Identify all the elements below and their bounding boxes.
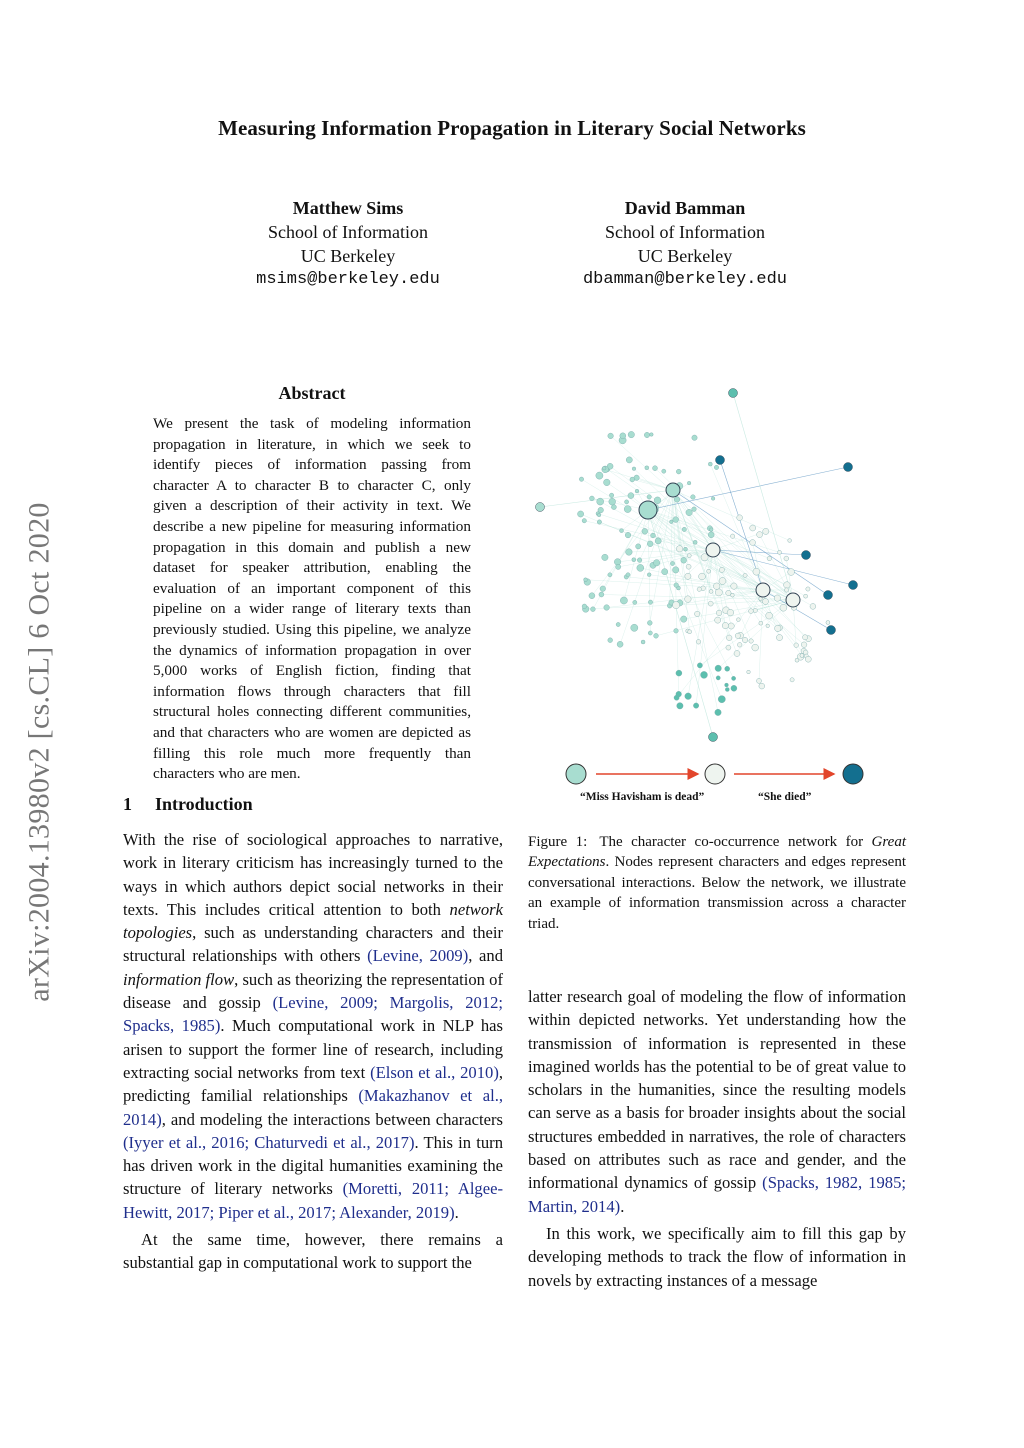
network-node [750, 540, 756, 546]
network-node [636, 544, 641, 549]
network-node [759, 683, 765, 689]
network-node [648, 631, 652, 635]
emphasis: network topologies [123, 899, 503, 943]
network-node [699, 573, 706, 580]
network-node [687, 554, 691, 558]
author-block-2 [535, 196, 835, 292]
emphasis: information flow [123, 969, 235, 989]
network-node [686, 509, 692, 515]
network-node [620, 529, 624, 533]
network-node [685, 573, 691, 579]
network-node [674, 629, 679, 634]
figure-label: Figure 1: [528, 834, 588, 850]
network-node [651, 533, 656, 538]
triad-message-label-1: “Miss Havisham is dead” [580, 791, 705, 803]
network-node [701, 554, 708, 561]
text-run: . [454, 1202, 459, 1222]
network-node [688, 630, 692, 634]
network-node [681, 557, 687, 563]
network-node [654, 633, 659, 638]
triad-node-b [705, 764, 725, 784]
network-node [670, 520, 674, 524]
intro-paragraph-1 [123, 828, 503, 1224]
network-node [800, 654, 804, 658]
network-node [725, 683, 729, 687]
text-run: , and [468, 946, 503, 966]
text-run: . Much computational work in NLP has arisen to support the former line of research, including extracting social networks from text [123, 1016, 503, 1082]
citation-link[interactable]: (Iyyer et al., 2016; Chaturvedi et al., 2017) [123, 1132, 415, 1152]
network-node [598, 507, 604, 513]
network-node [778, 550, 782, 554]
section-title: Introduction [155, 794, 253, 814]
network-node [625, 532, 631, 538]
network-node [725, 688, 729, 692]
network-node [715, 665, 721, 671]
network-node [803, 635, 808, 640]
caption-text: . Nodes represent characters and edges represent conversational interactions. Below the network, we illustrate an example of information transmission across a character triad. [528, 854, 906, 932]
network-node [731, 583, 737, 589]
network-node [806, 587, 810, 591]
text-run: , such as understanding characters and their structural relationships with others [123, 923, 503, 966]
network-node [617, 641, 623, 647]
network-node [662, 469, 666, 473]
network-node [676, 670, 682, 676]
network-node [718, 696, 725, 703]
network-node [632, 467, 636, 471]
network-edges [540, 393, 853, 737]
text-run: . [620, 1196, 625, 1216]
network-node [759, 621, 763, 625]
network-node [599, 592, 604, 597]
network-node [686, 564, 691, 569]
network-node [776, 635, 782, 641]
network-node [747, 670, 751, 674]
network-edge [700, 600, 793, 665]
network-node [647, 495, 651, 499]
author-affiliation: School of Information [605, 222, 765, 242]
network-node [647, 541, 653, 547]
network-node [674, 583, 679, 588]
citation-link[interactable]: (Spacks, 1982, 1985; Martin, 2014) [528, 1173, 906, 1216]
network-node [784, 588, 788, 592]
network-node [685, 596, 692, 603]
network-node [749, 639, 753, 643]
network-node [632, 558, 636, 562]
network-node [804, 594, 808, 598]
network-node [711, 497, 715, 501]
network-node [784, 582, 791, 589]
network-node [715, 589, 722, 596]
network-node [775, 625, 781, 631]
network-node [849, 581, 858, 590]
network-node [757, 532, 763, 538]
network-node [624, 506, 631, 513]
network-node [749, 609, 754, 614]
network-edge [673, 490, 802, 655]
section-heading-introduction [123, 794, 503, 815]
network-edge [624, 510, 648, 601]
network-node [608, 433, 614, 439]
author-name: Matthew Sims [292, 198, 404, 218]
network-node [708, 601, 713, 606]
network-node [697, 663, 702, 668]
network-node [709, 589, 713, 593]
network-node [766, 612, 773, 619]
network-edge [759, 590, 763, 681]
network-node [662, 569, 668, 575]
network-node [780, 604, 787, 611]
network-node [714, 465, 718, 469]
network-node [687, 481, 691, 485]
network-node [710, 528, 714, 532]
network-node [759, 597, 763, 601]
network-node [763, 599, 769, 605]
network-node [645, 466, 649, 470]
network-edge [713, 550, 853, 585]
network-node [611, 505, 616, 510]
network-node [584, 578, 588, 582]
abstract-text: We present the task of modeling information propagation in literature, in which we seek to identify pieces of information passing from character A to character B to character C, only given a description of their activity in text. We describe a new pipeline for measuring information propagation in this domain and publish a new dataset for speaker attribution, enabling the evaluation of an important component of this pipeline on a wider range of literary texts than previously studied. Using this pipeline, we analyze the dynamics of information propagation in over 5,000 works of English fiction, finding that information flows through characters that fill structural holes connecting different communities, and that characters who are women are depicted as filling this role much more frequently than characters who are men. [153, 415, 471, 783]
paper-title: Measuring Information Propagation in Literary Social Networks [218, 116, 806, 140]
arxiv-id[interactable]: arXiv:2004.13980v2 [cs.CL] 6 Oct 2020 [23, 502, 56, 1002]
intro-paragraph-4: In this work, we specifically aim to fill this gap by developing methods to track the flow of information in novels by extracting instances of a message [528, 1223, 906, 1290]
abstract-body [153, 414, 471, 785]
network-node [788, 539, 792, 543]
network-node [715, 617, 721, 623]
network-node [628, 493, 634, 499]
caption-text: The character co-occurrence network for [599, 834, 872, 850]
network-node [802, 551, 811, 560]
network-node [844, 463, 853, 472]
network-node [801, 642, 807, 648]
network-figure [528, 385, 908, 780]
network-node [631, 624, 638, 631]
network-node [616, 622, 620, 626]
intro-left-column [123, 828, 503, 1275]
network-node [647, 621, 652, 626]
network-node [726, 635, 732, 641]
network-node [707, 569, 711, 573]
network-node [630, 477, 635, 482]
text-run: With the rise of sociological approaches to narrative, work in literary criticism has increasingly turned to the ways in which authors depict social networks in their texts. This includes critical attention to both [123, 830, 503, 919]
network-node [735, 633, 740, 638]
intro-paragraph-2: At the same time, however, there remains a substantial gap in computational work to support the [123, 1230, 503, 1273]
network-node [715, 709, 721, 715]
network-node [774, 595, 780, 601]
network-node [731, 685, 737, 691]
network-node [701, 671, 708, 678]
caption-emphasis: Great Expectations [528, 834, 906, 871]
network-node [737, 643, 742, 648]
network-edge [677, 590, 763, 698]
network-node [722, 622, 728, 628]
network-node [824, 591, 833, 600]
author-institution: UC Berkeley [300, 246, 396, 266]
network-node [637, 558, 642, 563]
network-node [591, 607, 596, 612]
network-node [653, 466, 658, 471]
network-node [726, 590, 731, 595]
network-node [766, 624, 770, 628]
network-node [608, 573, 612, 577]
network-node [674, 695, 679, 700]
network-node [763, 528, 769, 534]
citation-link[interactable]: (Makazhanov et al., 2014) [123, 1086, 503, 1129]
network-node [626, 549, 633, 556]
citation-link[interactable]: (Moretti, 2011; Algee-Hewitt, 2017; Piper et al., 2017; Alexander, 2019) [123, 1179, 503, 1222]
network-node [635, 489, 639, 493]
intro-right-column [528, 985, 906, 1292]
network-node [654, 497, 661, 504]
network-edge [733, 393, 793, 600]
network-node [633, 600, 637, 604]
network-node [597, 498, 604, 505]
network-node [677, 703, 683, 709]
figure-caption [528, 832, 906, 934]
network-node [600, 586, 606, 592]
network-node [784, 556, 789, 561]
text-run: , and modeling the interactions between characters [161, 1109, 503, 1129]
network-node [737, 515, 743, 521]
network-node [719, 578, 726, 585]
network-node [653, 560, 659, 566]
network-node [795, 658, 799, 662]
network-node [729, 389, 738, 398]
network-node [810, 604, 816, 610]
network-node [742, 637, 747, 642]
network-node [609, 498, 616, 505]
network-node [827, 626, 836, 635]
network-node [713, 583, 720, 590]
network-node [719, 567, 724, 572]
abstract-heading: Abstract [278, 383, 346, 403]
network-hub-node [786, 593, 800, 607]
network-node [641, 640, 645, 644]
network-hub-node [756, 583, 770, 597]
network-node [597, 513, 601, 517]
network-node [589, 593, 595, 599]
network-node [826, 621, 830, 625]
network-node [582, 604, 587, 609]
network-node [685, 693, 692, 700]
network-node [696, 640, 701, 645]
network-node [670, 561, 674, 565]
network-node [716, 456, 725, 465]
network-node [620, 597, 627, 604]
network-node [737, 618, 741, 622]
network-node [728, 623, 734, 629]
arxiv-stamp [18, 462, 62, 1042]
network-node [726, 645, 731, 650]
network-node [582, 519, 586, 523]
citation-link[interactable]: (Levine, 2009) [367, 946, 469, 966]
section-number: 1 [123, 794, 132, 814]
citation-link[interactable]: (Elson et al., 2010) [370, 1062, 499, 1082]
network-node [647, 573, 651, 577]
network-node [734, 651, 740, 657]
author-name: David Bamman [624, 198, 746, 218]
network-node [693, 703, 698, 708]
network-node [626, 457, 632, 463]
network-node [626, 573, 630, 577]
network-node [693, 540, 697, 544]
network-nodes [536, 389, 858, 742]
network-node [805, 656, 811, 662]
network-node [709, 733, 718, 742]
network-node [788, 569, 795, 576]
network-node [730, 534, 734, 538]
network-node [673, 602, 680, 609]
network-hub-node [639, 501, 657, 519]
network-node [753, 568, 760, 575]
network-node [750, 525, 756, 531]
network-node [716, 676, 720, 680]
network-node [673, 567, 679, 573]
network-node [597, 520, 601, 524]
network-node [673, 517, 679, 523]
network-node [609, 493, 613, 497]
network-node [682, 527, 686, 531]
network-node [752, 644, 759, 651]
network-node [691, 495, 696, 500]
network-node [648, 600, 652, 604]
network-node [708, 532, 714, 538]
network-node [644, 432, 649, 437]
network-node [727, 609, 734, 616]
network-node [794, 643, 799, 648]
author-email[interactable]: msims@berkeley.edu [256, 270, 440, 289]
network-node [725, 666, 730, 671]
network-node [732, 676, 736, 680]
network-node [578, 511, 584, 517]
author-institution: UC Berkeley [637, 246, 733, 266]
network-node [674, 497, 679, 502]
network-node [697, 587, 701, 591]
network-node [708, 462, 712, 466]
network-node [790, 678, 794, 682]
network-node [536, 503, 545, 512]
network-node [642, 528, 648, 534]
network-node [602, 554, 608, 560]
network-node [604, 605, 610, 611]
author-block-1 [198, 196, 498, 292]
author-email[interactable]: dbamman@berkeley.edu [582, 270, 788, 289]
network-node [695, 611, 700, 616]
citation-link[interactable]: (Levine, 2009; Margolis, 2012; Spacks, 1985) [123, 993, 503, 1036]
network-hub-node [666, 483, 680, 497]
text-run: . This in turn has driven work in the digital humanities examining the structure of literary networks [123, 1132, 503, 1199]
network-node [596, 472, 603, 479]
network-node [590, 496, 595, 501]
network-node [676, 546, 682, 552]
author-affiliation: School of Information [268, 222, 428, 242]
network-node [616, 564, 621, 569]
triad-message-label-2: “She died” [758, 791, 812, 803]
network-node [681, 616, 687, 622]
network-node [743, 573, 747, 577]
text-run: , such as theorizing the representation of disease and gossip [123, 969, 503, 1013]
network-hub-node [706, 543, 720, 557]
network-node [692, 435, 697, 440]
network-node [655, 538, 661, 544]
network-node [625, 500, 629, 504]
network-node [608, 638, 613, 643]
network-node [676, 469, 681, 474]
network-node [757, 678, 762, 683]
network-node [716, 610, 722, 616]
network-edge [713, 550, 806, 555]
text-run: , predicting familial relationships [123, 1062, 503, 1106]
network-node [637, 564, 644, 571]
network-node [692, 507, 697, 512]
network-node [753, 608, 757, 612]
network-node [628, 431, 634, 437]
network-node [650, 433, 654, 437]
intro-paragraph-3 [528, 985, 906, 1218]
network-node [579, 477, 583, 481]
triad-node-c [843, 764, 863, 784]
network-node [604, 479, 611, 486]
network-edge [684, 600, 793, 619]
triad-node-a [566, 764, 586, 784]
text-run: latter research goal of modeling the flow of information within depicted networks. Yet understanding how the transmission of information is represented in these imagined worlds has the potential to be of great value to scholars in the humanities, since the resulting models can serve as a basis for broader insights about the social structures embedded in narratives, the role of characters based on attributes such as race and gender, and the informational dynamics of gossip [528, 987, 906, 1193]
network-node [602, 466, 606, 470]
network-node [620, 433, 626, 439]
network-node [767, 556, 772, 561]
network-node [684, 547, 688, 551]
